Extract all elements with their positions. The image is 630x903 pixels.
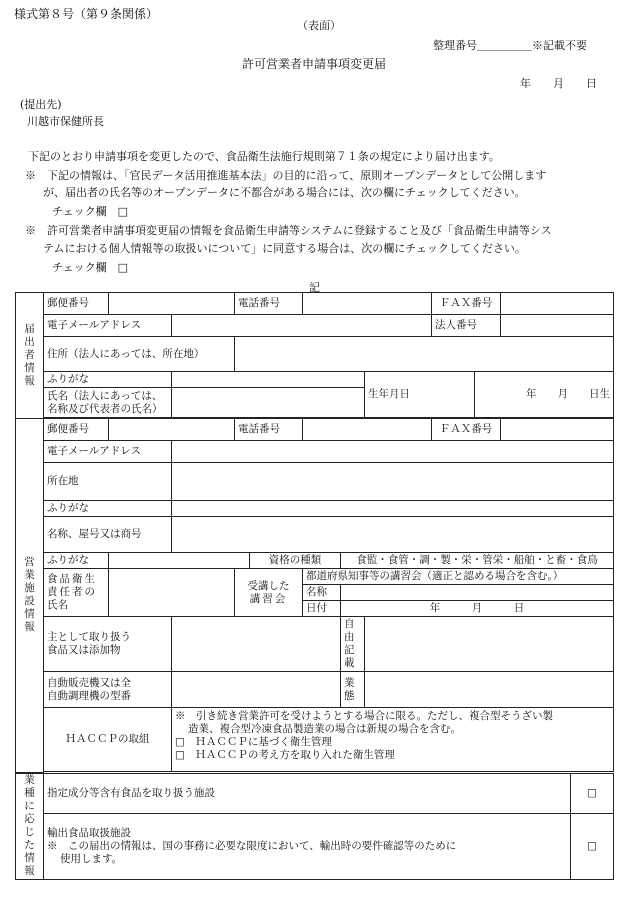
facility-row-manager-1 bbox=[16, 569, 614, 585]
recipient-value: 川越市保健所長 bbox=[27, 115, 104, 128]
business-type-input[interactable] bbox=[365, 672, 614, 708]
check-field-2[interactable]: チェック欄 □ bbox=[52, 261, 129, 274]
haccp-option-2[interactable]: □ ＨＡＣＣＰの考え方を取り入れた衛生管理 bbox=[175, 749, 395, 761]
applicant-furigana-label: ふりがな bbox=[44, 372, 172, 388]
facility-row-haccp bbox=[16, 708, 614, 772]
applicant-postal-label: 郵便番号 bbox=[44, 293, 109, 315]
submission-date: 年 月 日 bbox=[520, 77, 597, 90]
course-organizer: 都道府県知事等の講習会（適正と認める場合を含む。） bbox=[303, 569, 614, 585]
applicant-row-email bbox=[16, 315, 614, 337]
facility-postal-label: 郵便番号 bbox=[44, 419, 109, 441]
reference-note: ※記載不要 bbox=[532, 39, 587, 52]
applicant-postal-input[interactable] bbox=[109, 293, 235, 315]
vending-input[interactable] bbox=[172, 672, 341, 708]
applicant-fax-label: ＦＡＸ番号 bbox=[432, 293, 501, 315]
reference-number bbox=[433, 37, 587, 53]
application-form-table bbox=[15, 292, 614, 880]
facility-postal-input[interactable] bbox=[109, 419, 235, 441]
haccp-note-1: ※ 引き続き営業許可を受けようとする場合に限る。ただし、複合型そうざい製 bbox=[175, 710, 553, 722]
facility-row-location bbox=[16, 463, 614, 501]
facility-section-label: 営 業 施 設 情 報 bbox=[16, 419, 44, 773]
applicant-birth-input[interactable]: 年 月 日生 bbox=[475, 372, 614, 418]
facility-row-email bbox=[16, 441, 614, 463]
facility-row-contact bbox=[16, 419, 614, 441]
applicant-email-label: 電子メールアドレス bbox=[44, 315, 172, 337]
manager-furigana-label: ふりがな bbox=[44, 553, 109, 569]
facility-row-furigana bbox=[16, 501, 614, 517]
facility-fax-label: ＦＡＸ番号 bbox=[432, 419, 501, 441]
applicant-email-input[interactable] bbox=[172, 315, 432, 337]
industry-row-1 bbox=[16, 773, 614, 813]
designated-ingredient-label: 指定成分等含有食品を取り扱う施設 bbox=[44, 773, 571, 813]
intro-text: 下記のとおり申請事項を変更したので、食品衛生法施行規則第７１条の規定により届け出ます。 bbox=[28, 150, 500, 163]
manager-name-input[interactable] bbox=[109, 569, 235, 617]
haccp-note-2: 造業、複合型冷凍食品製造業の場合は新規の場合を含む。 bbox=[188, 723, 461, 735]
applicant-row-contact bbox=[16, 293, 614, 315]
facility-location-label: 所在地 bbox=[44, 463, 172, 501]
food-input[interactable] bbox=[172, 617, 341, 672]
facility-fax-input[interactable] bbox=[501, 419, 614, 441]
applicant-row-furigana bbox=[16, 372, 614, 388]
manager-furigana-input[interactable] bbox=[109, 553, 250, 569]
facility-furigana-input[interactable] bbox=[172, 501, 614, 517]
document-title: 許可営業者申請事項変更届 bbox=[242, 57, 387, 71]
course-label: 受講した 講習会 bbox=[235, 569, 303, 617]
vending-label: 自動販売機又は全 自動調理機の型番 bbox=[44, 672, 172, 708]
facility-furigana-label: ふりがな bbox=[44, 501, 172, 517]
industry-row-2 bbox=[16, 813, 614, 879]
course-name-input[interactable] bbox=[341, 585, 614, 601]
applicant-corp-no-input[interactable] bbox=[501, 315, 614, 337]
course-date-label: 日付 bbox=[303, 601, 341, 617]
form-number: 様式第８号（第９条関係） bbox=[14, 7, 159, 21]
applicant-corp-no-label: 法人番号 bbox=[432, 315, 501, 337]
check-field-1[interactable]: チェック欄 □ bbox=[52, 205, 129, 218]
course-date-input[interactable]: 年 月 日 bbox=[341, 601, 614, 617]
facility-name-input[interactable] bbox=[172, 517, 614, 553]
applicant-name-input[interactable] bbox=[172, 388, 365, 418]
facility-row-name bbox=[16, 517, 614, 553]
facility-phone-label: 電話番号 bbox=[235, 419, 303, 441]
note2-line2: テムにおける個人情報等の取扱いについて」に同意する場合は、次の欄にチェックしてください。 bbox=[43, 242, 526, 255]
applicant-birth-label: 生年月日 bbox=[365, 372, 475, 418]
applicant-address-label: 住所（法人にあっては、所在地） bbox=[44, 337, 235, 372]
facility-email-label: 電子メールアドレス bbox=[44, 441, 172, 463]
note2-line1: ※ 許可営業者申請事項変更届の情報を食品衛生申請等システムに登録すること及び「食品衛生申請等シス bbox=[25, 224, 552, 237]
facility-row-vending bbox=[16, 672, 614, 708]
facility-email-input[interactable] bbox=[172, 441, 614, 463]
manager-name-label: 食品衛生 責任者の 氏名 bbox=[44, 569, 109, 617]
applicant-fax-input[interactable] bbox=[501, 293, 614, 315]
applicant-phone-label: 電話番号 bbox=[235, 293, 303, 315]
recipient-label: (提出先) bbox=[20, 98, 62, 111]
facility-row-food bbox=[16, 617, 614, 672]
designated-ingredient-checkbox[interactable]: □ bbox=[571, 773, 614, 813]
applicant-name-label: 氏名（法人にあっては、 名称及び代表者の氏名） bbox=[44, 388, 172, 418]
applicant-section-label: 届 出 者 情 報 bbox=[16, 293, 44, 419]
facility-phone-input[interactable] bbox=[303, 419, 432, 441]
qualification-type-label: 資格の種類 bbox=[250, 553, 341, 569]
business-type-label: 業態 bbox=[341, 672, 365, 708]
reference-blank: ＿＿＿＿＿ bbox=[477, 39, 532, 52]
ki-label: 記 bbox=[309, 281, 320, 294]
free-entry-input[interactable] bbox=[365, 617, 614, 672]
haccp-options bbox=[172, 708, 614, 772]
haccp-label: ＨＡＣＣＰの取組 bbox=[44, 708, 172, 772]
haccp-option-1[interactable]: □ ＨＡＣＣＰに基づく衛生管理 bbox=[175, 736, 332, 748]
applicant-address-input[interactable] bbox=[235, 337, 614, 372]
applicant-phone-input[interactable] bbox=[303, 293, 432, 315]
industry-section-label: 業 種 に 応 じ た 情 報 bbox=[16, 773, 44, 879]
note1-line2: が、届出者の氏名等のオープンデータに不都合がある場合には、次の欄にチェックしてください。 bbox=[43, 186, 526, 199]
applicant-furigana-input[interactable] bbox=[172, 372, 365, 388]
food-label: 主として取り扱う 食品又は添加物 bbox=[44, 617, 172, 672]
export-facility-label: 輸出食品取扱施設 ※ この届出の情報は、国の事務に必要な限度において、輸出時の要件確認等のために 使用します。 bbox=[44, 813, 571, 879]
side-label: （表面） bbox=[297, 19, 341, 32]
facility-location-input[interactable] bbox=[172, 463, 614, 501]
applicant-row-address bbox=[16, 337, 614, 372]
export-facility-checkbox[interactable]: □ bbox=[571, 813, 614, 879]
reference-label: 整理番号 bbox=[433, 39, 477, 52]
note1-line1: ※ 下記の情報は、「官民データ活用推進基本法」の目的に沿って、原則オープンデータとして公開します bbox=[25, 169, 547, 182]
free-entry-label: 自由 記載 bbox=[341, 617, 365, 672]
facility-name-label: 名称、屋号又は商号 bbox=[44, 517, 172, 553]
facility-row-manager-furigana bbox=[16, 553, 614, 569]
qualification-type-options[interactable]: 食監・食管・調・製・栄・管栄・船舶・と畜・食鳥 bbox=[341, 553, 614, 569]
course-name-label: 名称 bbox=[303, 585, 341, 601]
